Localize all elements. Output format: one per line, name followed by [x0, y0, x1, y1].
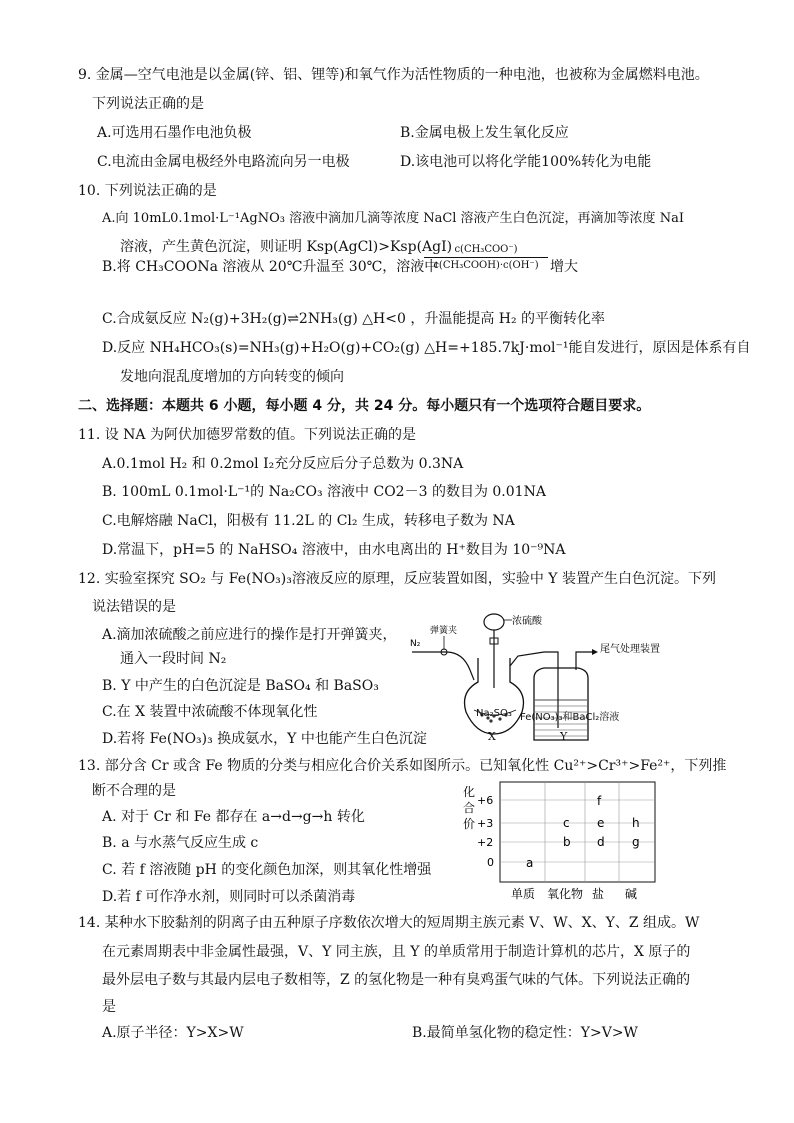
section-heading: 二、选择题：本题共 6 小题，每小题 4 分，共 24 分。每小题只有一个选项符合题目要求。 — [78, 398, 651, 414]
n2-label: N₂ — [410, 639, 421, 649]
q12-stem-line1: 12. 实验室探究 SO₂ 与 Fe(NO₃)₃溶液反应的原理，反应装置如图，实验中 Y 装置产生白色沉淀。下列 — [78, 571, 716, 587]
q10-option-d-line1: D.反应 NH₄HCO₃(s)=NH₃(g)+H₂O(g)+CO₂(g) △H=+185.7kJ·mol⁻¹能自发进行，原因是体系有自 — [102, 340, 751, 356]
point-f: f — [597, 794, 602, 808]
q9-option-d: D.该电池可以将化学能100%转化为电能 — [400, 154, 652, 170]
q14-line2: 在元素周期表中非金属性最强，V、Y 同主族，且 Y 的单质常用于制造计算机的芯片，X 原子的 — [102, 944, 691, 960]
q9-stem-line1: 9. 金属—空气电池是以金属(锌、铝、锂等)和氧气作为活性物质的一种电池，也被称为金属燃料电池。 — [78, 67, 709, 83]
clamp-label: 弹簧夹 — [430, 626, 458, 636]
q14-line1: 14. 某种水下胶黏剂的阴离子由五种原子序数依次增大的短周期主族元素 V、W、X、Y、Z 组成。W — [78, 915, 700, 931]
q9-option-b: B.金属电极上发生氧化反应 — [400, 125, 569, 141]
tail-gas-label: 尾气处理装置 — [600, 644, 660, 655]
xlabel-salt: 盐 — [592, 887, 605, 901]
q14-option-b: B.最简单氢化物的稳定性：Y>V>W — [412, 1025, 638, 1041]
point-b: b — [563, 835, 571, 849]
fraction-denominator: c(CH₃COOH)·c(OH⁻) — [433, 260, 539, 271]
q10-option-d-line2: 发地向混乱度增加的方向转变的倾向 — [120, 369, 344, 385]
ytick-plus2: +2 — [477, 836, 494, 849]
q13-stem-line1: 13. 部分含 Cr 或含 Fe 物质的分类与相应化合价关系如图所示。已知氧化性 Cu²⁺>Cr³⁺>Fe²⁺，下列推 — [78, 758, 727, 774]
na2so3-label: Na₂SO₃ — [476, 708, 512, 719]
point-c: c — [563, 816, 570, 830]
q13-option-c: C. 若 f 溶液随 pH 的变化颜色加深，则其氧化性增强 — [102, 862, 432, 878]
chart-grid — [500, 782, 655, 882]
q10-option-c: C.合成氨反应 N₂(g)+3H₂(g)⇌2NH₃(g) △H<0 ，升温能提高 H₂ 的平衡转化率 — [102, 311, 606, 327]
q11-option-c: C.电解熔融 NaCl，阳极有 11.2L 的 Cl₂ 生成，转移电子数为 NA — [102, 513, 515, 529]
chart-ylabel-2: 合 — [463, 801, 476, 815]
q10-stem: 10. 下列说法正确的是 — [78, 183, 217, 199]
point-h: h — [632, 816, 640, 830]
q10-option-b-fraction — [424, 244, 548, 271]
ytick-plus3: +3 — [477, 817, 494, 830]
q10-option-a-line1: A.向 10mL0.1mol·L⁻¹AgNO₃ 溶液中滴加几滴等浓度 NaCl 溶液产生白色沉淀，再滴加等浓度 NaI — [102, 211, 684, 226]
q12-option-a-line1: A.滴加浓硫酸之前应进行的操作是打开弹簧夹， — [102, 627, 397, 643]
q13-option-b: B. a 与水蒸气反应生成 c — [102, 835, 259, 851]
fraction-bar — [424, 257, 548, 258]
q14-line4: 是 — [102, 999, 116, 1015]
solution-label: Fe(NO₃)₃和BaCl₂溶液 — [520, 712, 620, 723]
q12-stem-line2: 说法错误的是 — [92, 599, 176, 615]
arrow-right-icon — [592, 649, 598, 655]
q11-stem: 11. 设 NA 为阿伏加德罗常数的值。下列说法正确的是 — [78, 427, 416, 443]
point-d: d — [597, 835, 605, 849]
q10-option-b-tail: 增大 — [550, 259, 578, 275]
q9-stem-line2: 下列说法正确的是 — [92, 96, 204, 112]
q11-option-d: D.常温下，pH=5 的 NaHSO₄ 溶液中，由水电离出的 H⁺数目为 10⁻⁹NA — [102, 542, 566, 558]
q13-stem-line2: 断不合理的是 — [92, 783, 176, 799]
q13-valence-chart — [455, 778, 665, 906]
chart-ylabel-1: 化 — [463, 785, 476, 799]
q12-option-a-line2: 通入一段时间 N₂ — [120, 651, 227, 667]
outlet-tube — [576, 652, 592, 670]
xlabel-base: 碱 — [625, 887, 638, 901]
q13-option-a: A. 对于 Cr 和 Fe 都存在 a→d→g→h 转化 — [102, 809, 365, 825]
chart-ylabel-3: 价 — [463, 817, 476, 831]
q12-option-c: C.在 X 装置中浓硫酸不体现氧化性 — [102, 704, 318, 720]
xlabel-oxide: 氧化物 — [547, 887, 584, 901]
xlabel-element: 单质 — [511, 887, 536, 901]
fraction-numerator: c(CH₃COO⁻) — [454, 244, 518, 255]
point-g: g — [632, 835, 640, 849]
acid-label: 浓硫酸 — [512, 616, 542, 627]
q9-option-c: C.电流由金属电极经外电路流向另一电极 — [97, 154, 350, 170]
point-e: e — [597, 816, 605, 830]
x-label: X — [488, 730, 496, 743]
q10-option-b-text: B.将 CH₃COONa 溶液从 20℃升温至 30℃，溶液中 — [102, 259, 439, 275]
y-label: Y — [560, 730, 568, 743]
q13-option-d: D.若 f 可作净水剂，则同时可以杀菌消毒 — [102, 889, 356, 905]
q12-option-b: B. Y 中产生的白色沉淀是 BaSO₄ 和 BaSO₃ — [102, 678, 379, 694]
q12-option-d: D.若将 Fe(NO₃)₃ 换成氨水，Y 中也能产生白色沉淀 — [102, 731, 427, 747]
q14-line3: 最外层电子数与其最内层电子数相等，Z 的氢化物是一种有臭鸡蛋气味的气体。下列说法正确的 — [102, 972, 691, 988]
q10-option-a-line2: 溶液，产生黄色沉淀，则证明 Ksp(AgCl)>Ksp(AgI) — [120, 239, 453, 255]
chart-frame — [500, 782, 655, 882]
q11-option-b: B. 100mL 0.1mol·L⁻¹的 Na₂CO₃ 溶液中 CO2－3 的数目为 0.01NA — [102, 484, 546, 500]
q14-option-a: A.原子半径：Y>X>W — [102, 1025, 244, 1041]
point-a: a — [526, 856, 534, 870]
dropping-funnel — [484, 614, 504, 630]
ytick-plus6: +6 — [477, 794, 494, 807]
q12-apparatus-figure — [408, 608, 698, 748]
inlet-bend-tube — [446, 652, 474, 680]
ytick-zero: 0 — [487, 856, 494, 869]
q11-option-a: A.0.1mol H₂ 和 0.2mol I₂充分反应后分子总数为 0.3NA — [102, 456, 464, 472]
q9-option-a: A.可选用石墨作电池负极 — [97, 125, 252, 141]
